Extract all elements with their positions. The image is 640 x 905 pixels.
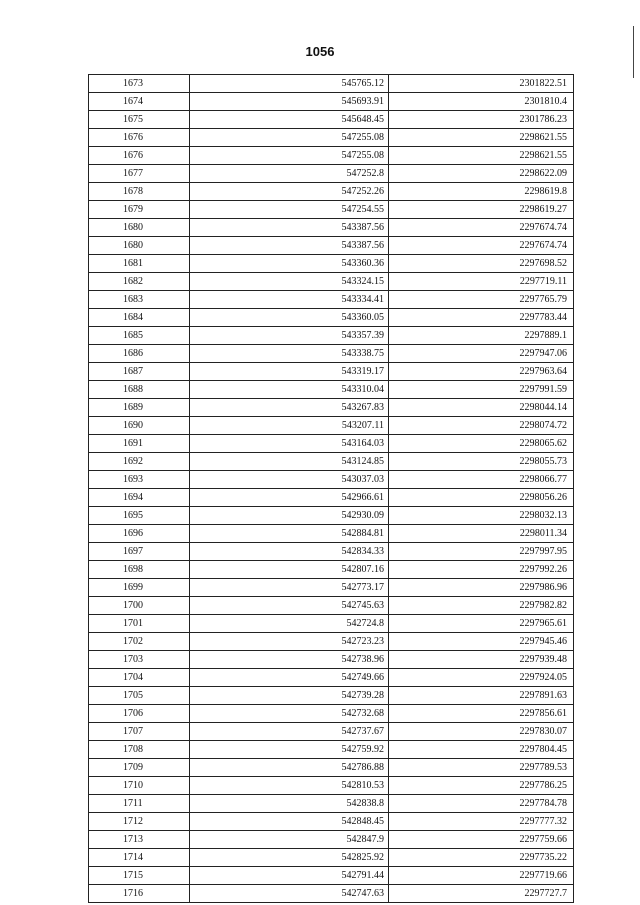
table-row — [89, 795, 574, 813]
x-coordinate-cell: 542847.9 — [190, 831, 389, 849]
x-coordinate-cell: 543037.03 — [190, 471, 389, 489]
y-coordinate-cell: 2297719.66 — [389, 867, 574, 885]
table-row — [89, 507, 574, 525]
table-row — [89, 849, 574, 867]
table-row — [89, 813, 574, 831]
table-row — [89, 615, 574, 633]
x-coordinate-cell: 542838.8 — [190, 795, 389, 813]
table-row — [89, 75, 574, 93]
x-coordinate-cell: 542834.33 — [190, 543, 389, 561]
table-row — [89, 579, 574, 597]
y-coordinate-cell: 2298044.14 — [389, 399, 574, 417]
y-coordinate-cell: 2297789.53 — [389, 759, 574, 777]
point-id-cell: 1683 — [89, 291, 190, 309]
y-coordinate-cell: 2297759.66 — [389, 831, 574, 849]
page-number: 1056 — [305, 44, 335, 59]
x-coordinate-cell: 547252.8 — [190, 165, 389, 183]
y-coordinate-cell: 2297804.45 — [389, 741, 574, 759]
point-id-cell: 1689 — [89, 399, 190, 417]
table-row — [89, 165, 574, 183]
table-row — [89, 525, 574, 543]
y-coordinate-cell: 2298055.73 — [389, 453, 574, 471]
table-row — [89, 129, 574, 147]
y-coordinate-cell: 2298074.72 — [389, 417, 574, 435]
point-id-cell: 1674 — [89, 93, 190, 111]
point-id-cell: 1695 — [89, 507, 190, 525]
y-coordinate-cell: 2301810.4 — [389, 93, 574, 111]
y-coordinate-cell: 2298621.55 — [389, 147, 574, 165]
point-id-cell: 1691 — [89, 435, 190, 453]
table-row — [89, 93, 574, 111]
x-coordinate-cell: 542745.63 — [190, 597, 389, 615]
x-coordinate-cell: 542738.96 — [190, 651, 389, 669]
table-row — [89, 453, 574, 471]
point-id-cell: 1676 — [89, 129, 190, 147]
y-coordinate-cell: 2297991.59 — [389, 381, 574, 399]
x-coordinate-cell: 542739.28 — [190, 687, 389, 705]
table-row — [89, 183, 574, 201]
y-coordinate-cell: 2297784.78 — [389, 795, 574, 813]
x-coordinate-cell: 545648.45 — [190, 111, 389, 129]
point-id-cell: 1710 — [89, 777, 190, 795]
x-coordinate-cell: 543360.36 — [190, 255, 389, 273]
point-id-cell: 1677 — [89, 165, 190, 183]
table-row — [89, 399, 574, 417]
y-coordinate-cell: 2297674.74 — [389, 237, 574, 255]
y-coordinate-cell: 2297963.64 — [389, 363, 574, 381]
point-id-cell: 1716 — [89, 885, 190, 903]
x-coordinate-cell: 543324.15 — [190, 273, 389, 291]
table-row — [89, 777, 574, 795]
point-id-cell: 1715 — [89, 867, 190, 885]
x-coordinate-cell: 543207.11 — [190, 417, 389, 435]
x-coordinate-cell: 542724.8 — [190, 615, 389, 633]
x-coordinate-cell: 542732.68 — [190, 705, 389, 723]
table-row — [89, 705, 574, 723]
x-coordinate-cell: 547255.08 — [190, 129, 389, 147]
x-coordinate-cell: 543164.03 — [190, 435, 389, 453]
y-coordinate-cell: 2301786.23 — [389, 111, 574, 129]
x-coordinate-cell: 547252.26 — [190, 183, 389, 201]
x-coordinate-cell: 543387.56 — [190, 237, 389, 255]
y-coordinate-cell: 2297945.46 — [389, 633, 574, 651]
table-row — [89, 111, 574, 129]
point-id-cell: 1698 — [89, 561, 190, 579]
table-row — [89, 201, 574, 219]
point-id-cell: 1713 — [89, 831, 190, 849]
y-coordinate-cell: 2297786.25 — [389, 777, 574, 795]
point-id-cell: 1706 — [89, 705, 190, 723]
table-row — [89, 561, 574, 579]
point-id-cell: 1697 — [89, 543, 190, 561]
table-row — [89, 345, 574, 363]
y-coordinate-cell: 2297924.05 — [389, 669, 574, 687]
point-id-cell: 1699 — [89, 579, 190, 597]
x-coordinate-cell: 547254.55 — [190, 201, 389, 219]
point-id-cell: 1696 — [89, 525, 190, 543]
point-id-cell: 1705 — [89, 687, 190, 705]
y-coordinate-cell: 2297965.61 — [389, 615, 574, 633]
y-coordinate-cell: 2297891.63 — [389, 687, 574, 705]
point-id-cell: 1680 — [89, 219, 190, 237]
y-coordinate-cell: 2298065.62 — [389, 435, 574, 453]
x-coordinate-cell: 543387.56 — [190, 219, 389, 237]
point-id-cell: 1707 — [89, 723, 190, 741]
point-id-cell: 1704 — [89, 669, 190, 687]
point-id-cell: 1673 — [89, 75, 190, 93]
y-coordinate-cell: 2301822.51 — [389, 75, 574, 93]
x-coordinate-cell: 543357.39 — [190, 327, 389, 345]
table-row — [89, 597, 574, 615]
point-id-cell: 1693 — [89, 471, 190, 489]
y-coordinate-cell: 2297830.07 — [389, 723, 574, 741]
y-coordinate-cell: 2298032.13 — [389, 507, 574, 525]
coordinates-table-body — [89, 75, 574, 903]
y-coordinate-cell: 2297856.61 — [389, 705, 574, 723]
table-row — [89, 363, 574, 381]
table-row — [89, 741, 574, 759]
table-row — [89, 867, 574, 885]
x-coordinate-cell: 545765.12 — [190, 75, 389, 93]
x-coordinate-cell: 543310.04 — [190, 381, 389, 399]
x-coordinate-cell: 543360.05 — [190, 309, 389, 327]
table-row — [89, 435, 574, 453]
table-row — [89, 291, 574, 309]
scan-edge-line — [633, 26, 634, 78]
table-row — [89, 633, 574, 651]
x-coordinate-cell: 542791.44 — [190, 867, 389, 885]
table-row — [89, 543, 574, 561]
x-coordinate-cell: 542807.16 — [190, 561, 389, 579]
point-id-cell: 1703 — [89, 651, 190, 669]
y-coordinate-cell: 2297735.22 — [389, 849, 574, 867]
y-coordinate-cell: 2297727.7 — [389, 885, 574, 903]
point-id-cell: 1686 — [89, 345, 190, 363]
point-id-cell: 1702 — [89, 633, 190, 651]
table-row — [89, 759, 574, 777]
x-coordinate-cell: 543338.75 — [190, 345, 389, 363]
point-id-cell: 1685 — [89, 327, 190, 345]
y-coordinate-cell: 2298066.77 — [389, 471, 574, 489]
table-row — [89, 273, 574, 291]
y-coordinate-cell: 2297939.48 — [389, 651, 574, 669]
y-coordinate-cell: 2297889.1 — [389, 327, 574, 345]
x-coordinate-cell: 543319.17 — [190, 363, 389, 381]
point-id-cell: 1676 — [89, 147, 190, 165]
table-row — [89, 489, 574, 507]
x-coordinate-cell: 542737.67 — [190, 723, 389, 741]
point-id-cell: 1701 — [89, 615, 190, 633]
point-id-cell: 1711 — [89, 795, 190, 813]
y-coordinate-cell: 2297698.52 — [389, 255, 574, 273]
point-id-cell: 1687 — [89, 363, 190, 381]
point-id-cell: 1690 — [89, 417, 190, 435]
y-coordinate-cell: 2298056.26 — [389, 489, 574, 507]
y-coordinate-cell: 2298622.09 — [389, 165, 574, 183]
point-id-cell: 1700 — [89, 597, 190, 615]
table-row — [89, 255, 574, 273]
point-id-cell: 1692 — [89, 453, 190, 471]
x-coordinate-cell: 542723.23 — [190, 633, 389, 651]
y-coordinate-cell: 2297992.26 — [389, 561, 574, 579]
table-row — [89, 723, 574, 741]
y-coordinate-cell: 2298621.55 — [389, 129, 574, 147]
table-row — [89, 219, 574, 237]
point-id-cell: 1682 — [89, 273, 190, 291]
point-id-cell: 1675 — [89, 111, 190, 129]
x-coordinate-cell: 542749.66 — [190, 669, 389, 687]
x-coordinate-cell: 543267.83 — [190, 399, 389, 417]
table-row — [89, 651, 574, 669]
table-row — [89, 669, 574, 687]
x-coordinate-cell: 543124.85 — [190, 453, 389, 471]
x-coordinate-cell: 542759.92 — [190, 741, 389, 759]
table-row — [89, 381, 574, 399]
x-coordinate-cell: 542884.81 — [190, 525, 389, 543]
y-coordinate-cell: 2297986.96 — [389, 579, 574, 597]
point-id-cell: 1712 — [89, 813, 190, 831]
point-id-cell: 1688 — [89, 381, 190, 399]
x-coordinate-cell: 542810.53 — [190, 777, 389, 795]
y-coordinate-cell: 2297947.06 — [389, 345, 574, 363]
x-coordinate-cell: 542786.88 — [190, 759, 389, 777]
point-id-cell: 1680 — [89, 237, 190, 255]
x-coordinate-cell: 545693.91 — [190, 93, 389, 111]
y-coordinate-cell: 2298011.34 — [389, 525, 574, 543]
y-coordinate-cell: 2297982.82 — [389, 597, 574, 615]
x-coordinate-cell: 542930.09 — [190, 507, 389, 525]
y-coordinate-cell: 2298619.8 — [389, 183, 574, 201]
table-row — [89, 327, 574, 345]
point-id-cell: 1714 — [89, 849, 190, 867]
x-coordinate-cell: 543334.41 — [190, 291, 389, 309]
coordinates-table — [88, 74, 574, 903]
point-id-cell: 1694 — [89, 489, 190, 507]
table-row — [89, 417, 574, 435]
table-row — [89, 471, 574, 489]
y-coordinate-cell: 2297777.32 — [389, 813, 574, 831]
y-coordinate-cell: 2297674.74 — [389, 219, 574, 237]
x-coordinate-cell: 542966.61 — [190, 489, 389, 507]
table-row — [89, 687, 574, 705]
table-row — [89, 237, 574, 255]
y-coordinate-cell: 2297719.11 — [389, 273, 574, 291]
table-row — [89, 831, 574, 849]
y-coordinate-cell: 2297997.95 — [389, 543, 574, 561]
x-coordinate-cell: 542825.92 — [190, 849, 389, 867]
y-coordinate-cell: 2298619.27 — [389, 201, 574, 219]
point-id-cell: 1678 — [89, 183, 190, 201]
x-coordinate-cell: 542848.45 — [190, 813, 389, 831]
y-coordinate-cell: 2297783.44 — [389, 309, 574, 327]
point-id-cell: 1681 — [89, 255, 190, 273]
table-row — [89, 147, 574, 165]
x-coordinate-cell: 542747.63 — [190, 885, 389, 903]
point-id-cell: 1709 — [89, 759, 190, 777]
table-row — [89, 885, 574, 903]
point-id-cell: 1679 — [89, 201, 190, 219]
y-coordinate-cell: 2297765.79 — [389, 291, 574, 309]
x-coordinate-cell: 542773.17 — [190, 579, 389, 597]
table-row — [89, 309, 574, 327]
point-id-cell: 1684 — [89, 309, 190, 327]
x-coordinate-cell: 547255.08 — [190, 147, 389, 165]
point-id-cell: 1708 — [89, 741, 190, 759]
